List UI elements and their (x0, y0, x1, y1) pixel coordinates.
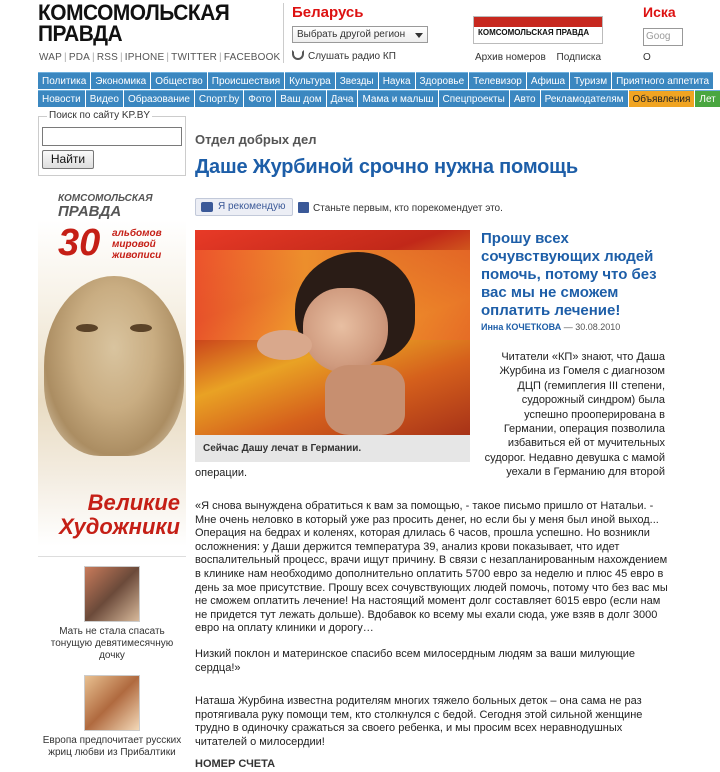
nav-secondary-item[interactable]: Объявления (629, 90, 695, 107)
photo-face (303, 288, 388, 373)
painting-eye (130, 324, 152, 332)
search-input[interactable] (42, 127, 182, 146)
chevron-down-icon (415, 33, 423, 38)
nav-secondary-item[interactable]: Авто (510, 90, 540, 107)
author-name[interactable]: Инна КОЧЕТКОВА (481, 322, 562, 332)
top-link-0[interactable]: WAP (39, 52, 63, 63)
nav-secondary-item[interactable]: Рекламодателям (541, 90, 628, 107)
radio-label: Слушать радио КП (308, 51, 396, 62)
nav-secondary-item[interactable]: Спорт.by (195, 90, 243, 107)
sidebar-news-text: Европа предпочитает русских жриц любви из Прибалтики (42, 735, 182, 758)
photo-hand (257, 330, 312, 360)
link-separator: | (119, 52, 123, 63)
secondary-nav (38, 90, 716, 107)
nav-secondary-item[interactable]: Новости (38, 90, 85, 107)
nav-primary-item[interactable]: Афиша (527, 72, 569, 89)
sidebar-news-item[interactable] (38, 675, 186, 759)
radio-link[interactable] (292, 50, 396, 62)
top-links (39, 52, 280, 63)
nav-primary-item[interactable]: Звезды (336, 72, 378, 89)
banner-sub2: мировой (112, 239, 156, 250)
article-photo (195, 230, 470, 435)
region-title: Беларусь (292, 4, 364, 21)
archive-links (475, 52, 609, 63)
banner-sub1: альбомов (112, 228, 162, 239)
banner-brand (58, 190, 153, 218)
nav-secondary-item[interactable]: Образование (124, 90, 194, 107)
link-separator: | (92, 52, 95, 63)
nav-primary-item[interactable]: Происшествия (208, 72, 284, 89)
facebook-icon (298, 202, 309, 213)
archive-link[interactable]: Архив номеров (475, 52, 546, 63)
primary-nav (38, 72, 710, 89)
site-search (38, 110, 186, 176)
banner-subtitle (112, 228, 162, 261)
account-number-heading: НОМЕР СЧЕТА (195, 758, 276, 770)
banner-title-line1: Великие (87, 490, 180, 515)
fb-text: Станьте первым, кто порекомендует это. (313, 203, 503, 214)
sidebar-divider (38, 556, 186, 557)
nav-primary-item[interactable]: Общество (151, 72, 207, 89)
top-link-1[interactable]: PDA (68, 52, 90, 63)
search-button[interactable]: Найти (42, 150, 94, 169)
nav-secondary-item[interactable]: Лет (695, 90, 719, 107)
nav-primary-item[interactable]: Политика (38, 72, 90, 89)
headphones-icon (292, 50, 304, 60)
section-label[interactable]: Отдел добрых дел (195, 132, 317, 147)
site-logo[interactable] (38, 2, 270, 46)
banner-number: 30 (58, 222, 101, 264)
nav-secondary-item[interactable]: Спецпроекты (439, 90, 509, 107)
link-separator: | (166, 52, 170, 63)
subscribe-link[interactable]: Подписка (556, 52, 602, 63)
article-paragraph: «Я снова вынуждена обратиться к вам за помощью, - такое письмо пришло от Натальи. - Мне очень неловко в который уже раз просить денег, но если бы у меня был иной выход... Операция на бедрах и коленях, которая длилась 6 часов, прошла успешно. Но возникли осложнения: у Даши держится температура 39, анализ крови показывает, что идет воспалительный процесс, врачи ищут причину. В связи с незапланированным нахождением в клинике нам необходимо дополнительно оплатить 5700 евро за неделю и плюс 45 евро в день за мое присутствие. Прошу всех сочувствующих людей помочь, потому что без вас мы не сможем оплатить лечение! На настоящий момент долг составляет 6015 евро (если нам не придется тут лежать дольше). Вдобавок ко всему мы ехали сюда, уже взяв в долг 3000 евро на оплату клиники и дорогу… (195, 500, 668, 635)
photo-caption: Сейчас Дашу лечат в Германии. (195, 435, 470, 462)
top-link-2[interactable]: RSS (96, 52, 118, 63)
logo-line1: КОМСОМОЛЬСКАЯ (38, 0, 230, 25)
article-paragraph: Наташа Журбина известна родителям многих тяжело больных деток – она сама не раз протягивала руку помощи тем, кто столкнулся с бедой. Сегодня этой сильной женщине трудно в одиночку сражаться за своего ребенка, и мы просим всех неравнодушных читателей о милосердии! (195, 695, 643, 748)
nav-primary-item[interactable]: Телевизор (469, 72, 526, 89)
banner-brand-line2: ПРАВДА (58, 203, 122, 220)
painting-eye (76, 324, 98, 332)
nav-primary-item[interactable]: Культура (285, 72, 335, 89)
nav-secondary-item[interactable]: Фото (244, 90, 275, 107)
promo-text: КОМСОМОЛЬСКАЯ ПРАВДА (478, 28, 590, 37)
nav-primary-item[interactable]: Приятного аппетита (612, 72, 713, 89)
nav-primary-item[interactable]: Наука (379, 72, 415, 89)
nav-secondary-item[interactable]: Ваш дом (276, 90, 325, 107)
google-search-input[interactable]: Goog (643, 28, 683, 46)
nav-secondary-item[interactable]: Видео (86, 90, 123, 107)
site-header (0, 0, 676, 70)
news-thumbnail (84, 675, 140, 731)
region-select[interactable] (292, 26, 428, 43)
article-lead: Прошу всех сочувствующих людей помочь, потому что без вас мы не сможем оплатить лечение! (481, 230, 657, 319)
article-date: — 30.08.2010 (563, 322, 621, 332)
top-link-4[interactable]: TWITTER (171, 52, 217, 63)
article-title: Даше Журбиной срочно нужна помощь (195, 156, 578, 178)
fb-recommend-label: Я рекомендую (218, 201, 286, 212)
link-separator: | (219, 52, 222, 63)
fb-social-text (298, 202, 503, 214)
top-link-3[interactable]: IPHONE (124, 52, 165, 63)
banner-brand-line1: КОМСОМОЛЬСКАЯ (58, 193, 153, 204)
header-divider (283, 3, 284, 63)
nav-secondary-item[interactable]: Мама и малыш (358, 90, 437, 107)
news-thumbnail (84, 566, 140, 622)
region-select-value: Выбрать другой регион (297, 29, 406, 40)
nav-primary-item[interactable]: Экономика (91, 72, 150, 89)
great-artists-banner[interactable] (38, 184, 186, 546)
promo-banner[interactable] (473, 16, 603, 44)
logo-line2: ПРАВДА (38, 21, 123, 46)
article-byline (481, 322, 620, 332)
search-legend: Поиск по сайту KP.BY (49, 110, 151, 121)
banner-sub3: живописи (112, 250, 162, 261)
article-paragraph: Низкий поклон и материнское спасибо всем милосердным людям за ваши милующие сердца!» (195, 648, 636, 674)
top-link-5[interactable]: FACEBOOK (223, 52, 281, 63)
nav-primary-item[interactable]: Туризм (570, 72, 611, 89)
nav-primary-item[interactable]: Здоровье (416, 72, 469, 89)
right-mini-link[interactable]: О (643, 52, 651, 63)
link-separator: | (64, 52, 67, 63)
fb-recommend-button[interactable] (195, 198, 293, 216)
article-intro-continued: операции. (195, 467, 248, 479)
thumbs-up-icon (201, 202, 213, 212)
sidebar-news-item[interactable] (38, 566, 186, 662)
nav-secondary-item[interactable]: Дача (327, 90, 358, 107)
right-city-title: Иска (643, 4, 676, 20)
banner-title-line2: Художники (59, 514, 180, 539)
photo-neck (325, 365, 405, 435)
mona-lisa-image (44, 276, 184, 456)
promo-bar (474, 17, 602, 27)
sidebar-news-text: Мать не стала спасать тонущую девятимесячную дочку (50, 626, 174, 661)
article-intro: Читатели «КП» знают, что Даша Журбина из Гомеля с диагнозом ДЦП (гемиплегия III степени, судорожный синдром) была успешно прооперирована в Германии, операция позволила избавиться ей от мучительных судорог. Недавно девушка с мамой уехали в Германию для второй (484, 351, 665, 479)
